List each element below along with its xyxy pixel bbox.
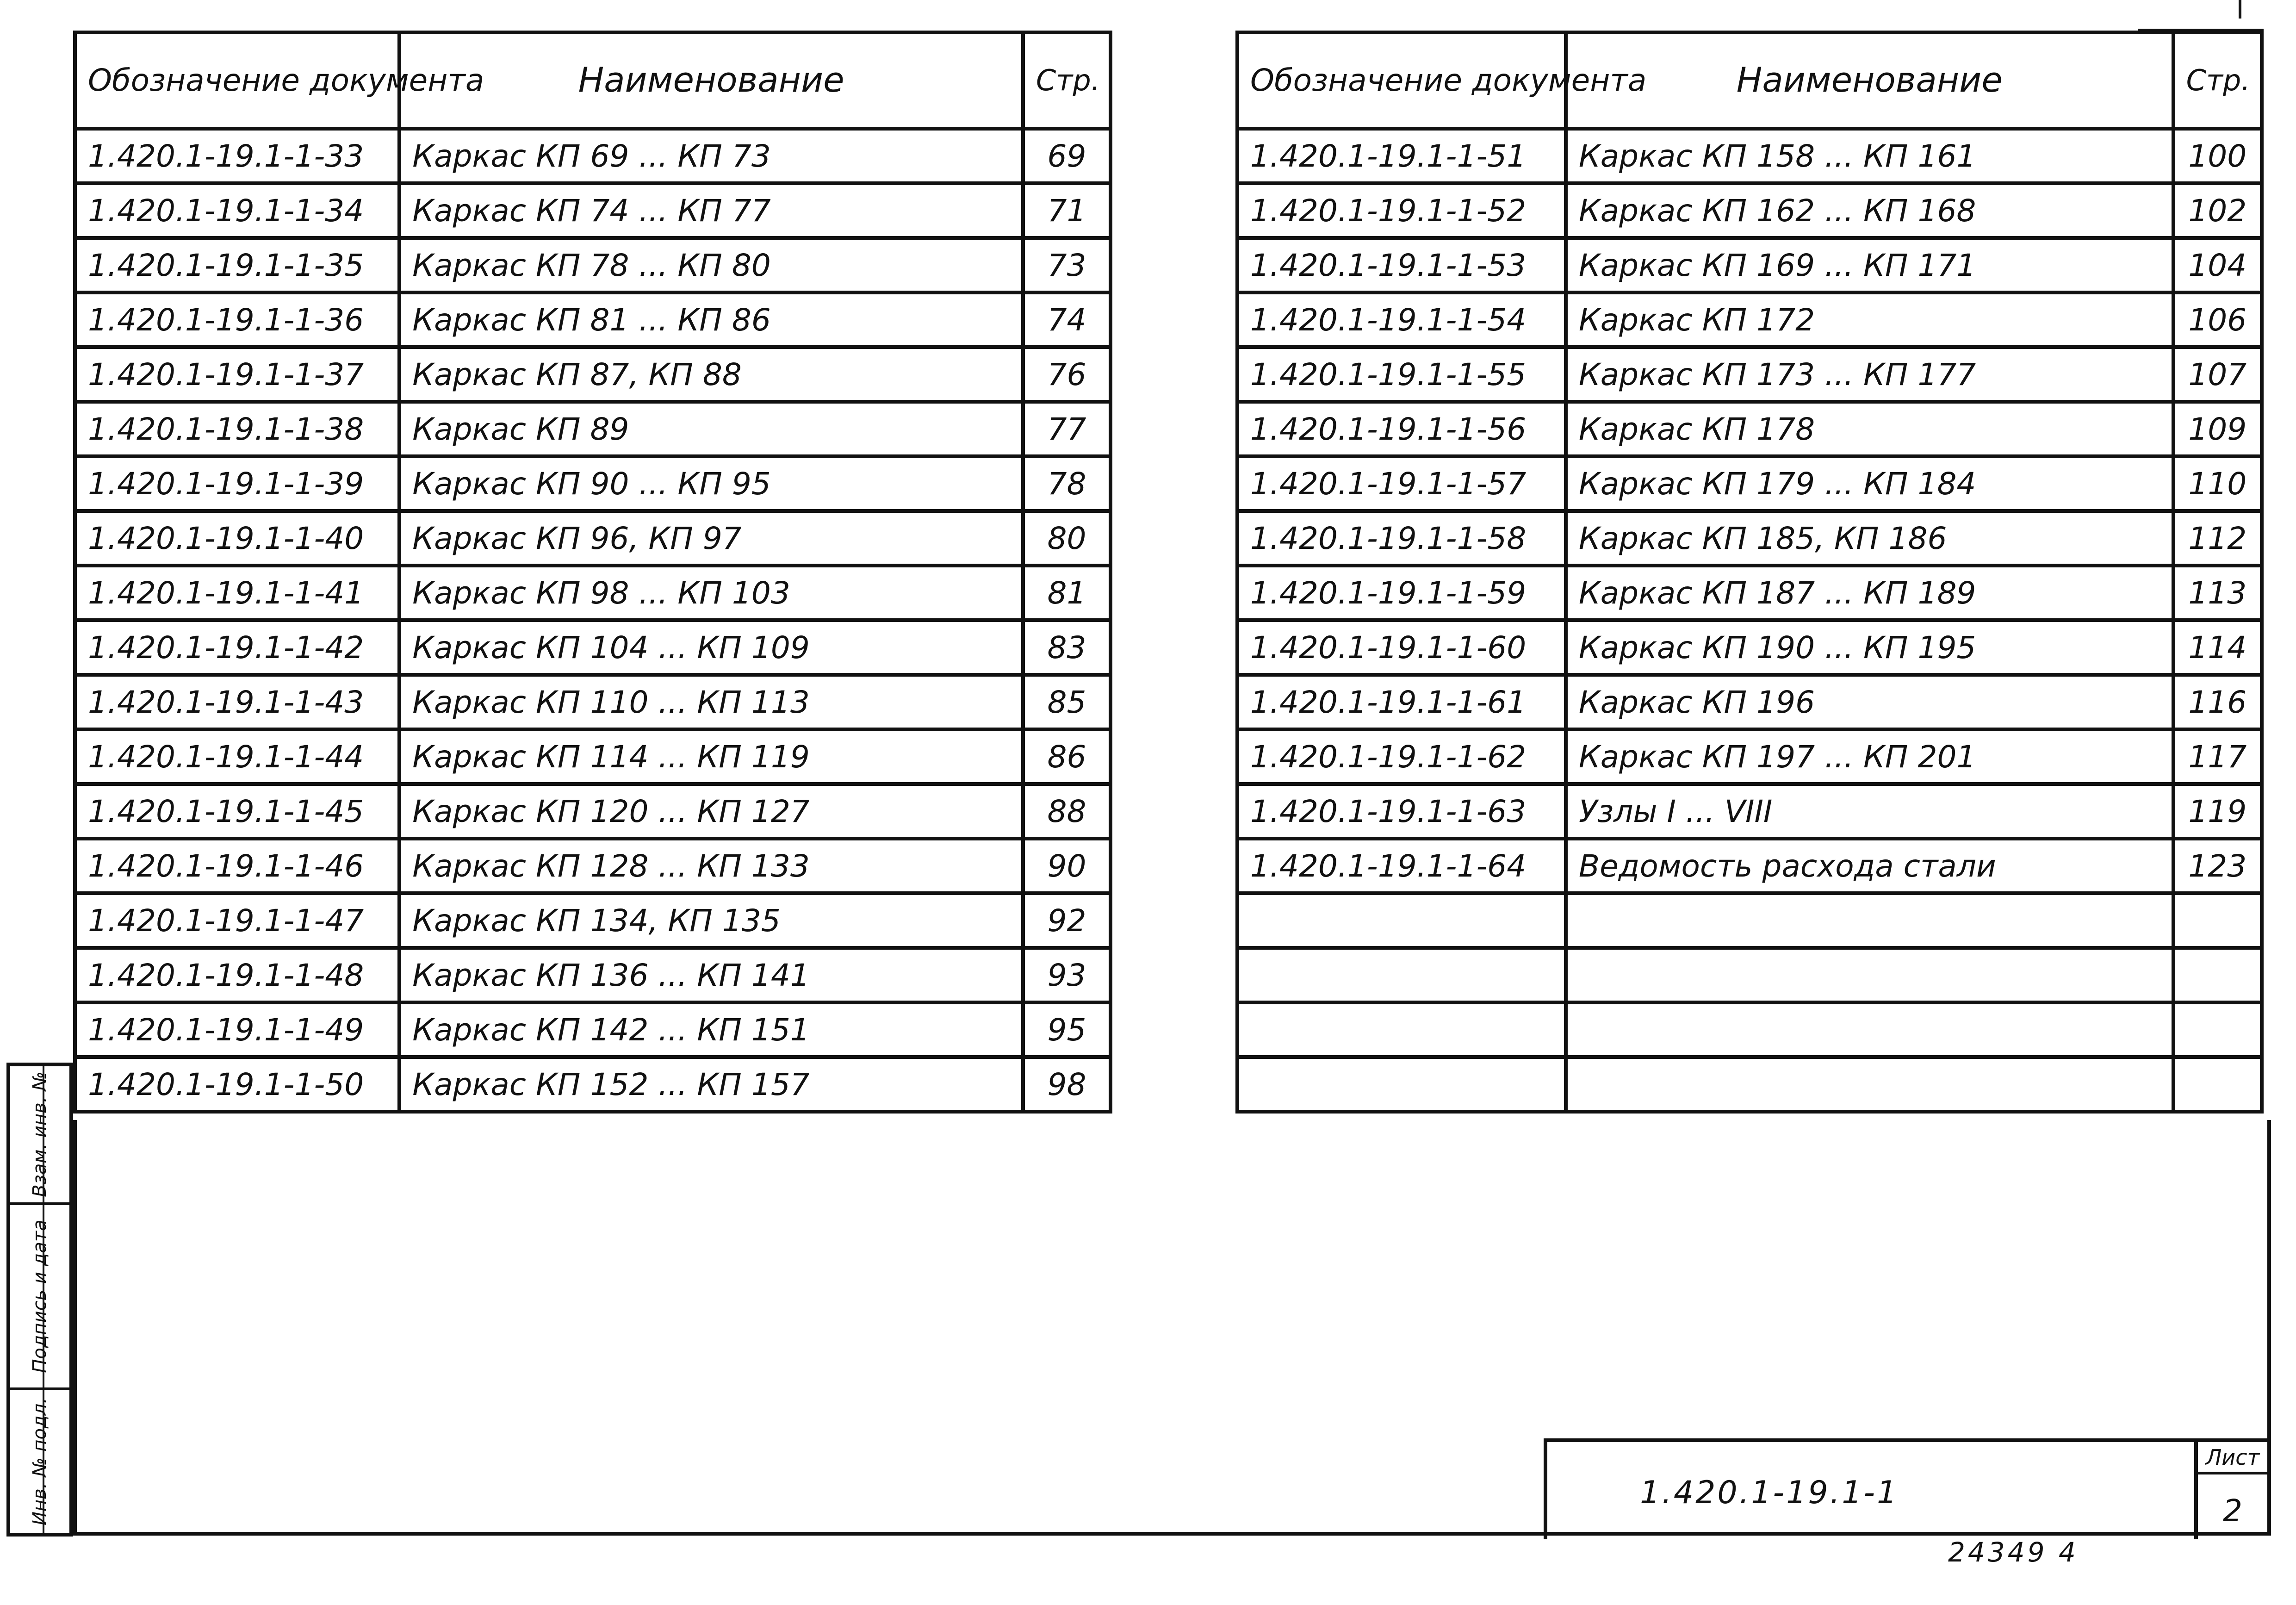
table-row (1237, 784, 2262, 839)
left-register-table (73, 31, 1112, 1114)
name-cell: Ведомость расхода стали (1566, 839, 2173, 893)
table-row (75, 129, 1111, 183)
table-row (1237, 675, 2262, 729)
name-cell: Каркас КП 179 ... КП 184 (1566, 456, 2173, 511)
name-cell: Каркас КП 142 ... КП 151 (399, 1002, 1023, 1057)
page-cell: 74 (1023, 292, 1111, 347)
page-cell: 90 (1023, 839, 1111, 893)
table-row (1237, 402, 2262, 456)
page-cell: 106 (2173, 292, 2262, 347)
doc-cell: 1.420.1-19.1-1-56 (1237, 402, 1566, 456)
table-row (1237, 456, 2262, 511)
page-cell: 73 (1023, 238, 1111, 292)
name-cell: Каркас КП 158 ... КП 161 (1566, 129, 2173, 183)
name-cell: Каркас КП 172 (1566, 292, 2173, 347)
doc-cell: 1.420.1-19.1-1-39 (75, 456, 399, 511)
doc-cell: 1.420.1-19.1-1-40 (75, 511, 399, 566)
doc-cell: 1.420.1-19.1-1-49 (75, 1002, 399, 1057)
table-row (75, 839, 1111, 893)
right-header-page: Стр. (2173, 32, 2262, 129)
left-header-page: Стр. (1023, 32, 1111, 129)
table-row (75, 238, 1111, 292)
table-row (75, 292, 1111, 347)
name-cell: Каркас КП 87, КП 88 (399, 347, 1023, 402)
page-cell (2173, 893, 2262, 948)
table-row (1237, 729, 2262, 784)
table-row (75, 675, 1111, 729)
right-header-doc: Обозначение документа (1237, 32, 1566, 129)
name-cell: Каркас КП 190 ... КП 195 (1566, 620, 2173, 675)
right-register-table (1235, 31, 2264, 1114)
side-stamp-strip (6, 1063, 73, 1537)
footer-archive-number: 24349 4 (1948, 1537, 2079, 1568)
table-row (1237, 620, 2262, 675)
table-row (1237, 347, 2262, 402)
frame-top-edge (2138, 29, 2264, 32)
name-cell: Каркас КП 120 ... КП 127 (399, 784, 1023, 839)
page-cell: 113 (2173, 566, 2262, 620)
doc-cell (1237, 1002, 1566, 1057)
page-cell: 112 (2173, 511, 2262, 566)
page-cell: 81 (1023, 566, 1111, 620)
table-row (75, 1002, 1111, 1057)
name-cell: Каркас КП 78 ... КП 80 (399, 238, 1023, 292)
name-cell: Каркас КП 136 ... КП 141 (399, 948, 1023, 1002)
name-cell: Каркас КП 98 ... КП 103 (399, 566, 1023, 620)
doc-cell: 1.420.1-19.1-1-47 (75, 893, 399, 948)
table-row (1237, 566, 2262, 620)
name-cell: Каркас КП 74 ... КП 77 (399, 183, 1023, 238)
doc-cell: 1.420.1-19.1-1-60 (1237, 620, 1566, 675)
page-cell: 80 (1023, 511, 1111, 566)
page-cell: 95 (1023, 1002, 1111, 1057)
name-cell: Каркас КП 169 ... КП 171 (1566, 238, 2173, 292)
name-cell: Каркас КП 134, КП 135 (399, 893, 1023, 948)
page-cell: 100 (2173, 129, 2262, 183)
name-cell: Каркас КП 96, КП 97 (399, 511, 1023, 566)
page-cell: 93 (1023, 948, 1111, 1002)
page-cell (2173, 1002, 2262, 1057)
page-cell: 86 (1023, 729, 1111, 784)
page-cell: 69 (1023, 129, 1111, 183)
page-cell: 114 (2173, 620, 2262, 675)
page-cell: 117 (2173, 729, 2262, 784)
page-cell: 71 (1023, 183, 1111, 238)
doc-cell: 1.420.1-19.1-1-34 (75, 183, 399, 238)
doc-cell: 1.420.1-19.1-1-37 (75, 347, 399, 402)
page-cell: 77 (1023, 402, 1111, 456)
title-block-stamp (1544, 1438, 2267, 1539)
right-header-row (1237, 32, 2262, 129)
table-row (75, 948, 1111, 1002)
name-cell: Каркас КП 90 ... КП 95 (399, 456, 1023, 511)
name-cell (1566, 948, 2173, 1002)
doc-cell: 1.420.1-19.1-1-33 (75, 129, 399, 183)
table-row (75, 566, 1111, 620)
strip-cell-inventory (10, 1390, 69, 1533)
table-row (1237, 948, 2262, 1002)
left-header-row (75, 32, 1111, 129)
doc-cell: 1.420.1-19.1-1-41 (75, 566, 399, 620)
table-row (75, 183, 1111, 238)
table-row (75, 347, 1111, 402)
table-row (75, 620, 1111, 675)
page-cell: 109 (2173, 402, 2262, 456)
doc-cell: 1.420.1-19.1-1-43 (75, 675, 399, 729)
doc-cell: 1.420.1-19.1-1-52 (1237, 183, 1566, 238)
table-row (1237, 292, 2262, 347)
doc-cell: 1.420.1-19.1-1-61 (1237, 675, 1566, 729)
table-row (75, 784, 1111, 839)
name-cell: Каркас КП 152 ... КП 157 (399, 1057, 1023, 1112)
page-cell: 102 (2173, 183, 2262, 238)
doc-cell: 1.420.1-19.1-1-55 (1237, 347, 1566, 402)
doc-cell: 1.420.1-19.1-1-58 (1237, 511, 1566, 566)
page-cell: 98 (1023, 1057, 1111, 1112)
table-row (1237, 893, 2262, 948)
left-table-body (75, 129, 1111, 1112)
name-cell: Каркас КП 89 (399, 402, 1023, 456)
name-cell: Каркас КП 162 ... КП 168 (1566, 183, 2173, 238)
doc-cell: 1.420.1-19.1-1-53 (1237, 238, 1566, 292)
page-cell: 78 (1023, 456, 1111, 511)
sheet-box (2194, 1442, 2267, 1539)
table-row (75, 511, 1111, 566)
doc-cell (1237, 1057, 1566, 1112)
name-cell: Узлы I ... VIII (1566, 784, 2173, 839)
strip-text-replace: Взам. инв. № (29, 1071, 50, 1197)
page-cell: 110 (2173, 456, 2262, 511)
right-header-name: Наименование (1566, 32, 2173, 129)
doc-cell: 1.420.1-19.1-1-59 (1237, 566, 1566, 620)
doc-cell: 1.420.1-19.1-1-35 (75, 238, 399, 292)
page-cell: 116 (2173, 675, 2262, 729)
strip-text-inventory: Инв. № подл. (29, 1398, 50, 1525)
doc-cell: 1.420.1-19.1-1-48 (75, 948, 399, 1002)
page-cell: 83 (1023, 620, 1111, 675)
name-cell: Каркас КП 69 ... КП 73 (399, 129, 1023, 183)
page-cell: 76 (1023, 347, 1111, 402)
table-row (75, 729, 1111, 784)
name-cell: Каркас КП 185, КП 186 (1566, 511, 2173, 566)
corner-tick-mark (2239, 0, 2241, 19)
sheet-number: 2 (2223, 1493, 2242, 1529)
name-cell: Каркас КП 110 ... КП 113 (399, 675, 1023, 729)
table-row (75, 456, 1111, 511)
page-cell: 123 (2173, 839, 2262, 893)
table-row (1237, 129, 2262, 183)
name-cell: Каркас КП 173 ... КП 177 (1566, 347, 2173, 402)
table-row (75, 1057, 1111, 1112)
table-row (1237, 839, 2262, 893)
doc-cell: 1.420.1-19.1-1-63 (1237, 784, 1566, 839)
left-header-name: Наименование (399, 32, 1023, 129)
name-cell: Каркас КП 104 ... КП 109 (399, 620, 1023, 675)
name-cell (1566, 893, 2173, 948)
doc-cell: 1.420.1-19.1-1-42 (75, 620, 399, 675)
table-row (1237, 238, 2262, 292)
doc-cell: 1.420.1-19.1-1-44 (75, 729, 399, 784)
page-cell: 92 (1023, 893, 1111, 948)
table-row (1237, 183, 2262, 238)
page-cell (2173, 948, 2262, 1002)
name-cell: Каркас КП 178 (1566, 402, 2173, 456)
right-table-body (1237, 129, 2262, 1112)
doc-cell: 1.420.1-19.1-1-45 (75, 784, 399, 839)
table-row (75, 402, 1111, 456)
page-cell: 119 (2173, 784, 2262, 839)
document-code: 1.420.1-19.1-1 (1640, 1474, 1899, 1511)
page-cell: 104 (2173, 238, 2262, 292)
doc-cell: 1.420.1-19.1-1-51 (1237, 129, 1566, 183)
sheet-label: Лист (2198, 1445, 2267, 1474)
name-cell (1566, 1002, 2173, 1057)
doc-cell: 1.420.1-19.1-1-62 (1237, 729, 1566, 784)
doc-cell (1237, 948, 1566, 1002)
strip-cell-signature (10, 1205, 69, 1390)
table-row (1237, 1057, 2262, 1112)
name-cell: Каркас КП 197 ... КП 201 (1566, 729, 2173, 784)
page-cell (2173, 1057, 2262, 1112)
doc-cell: 1.420.1-19.1-1-38 (75, 402, 399, 456)
doc-cell (1237, 893, 1566, 948)
table-row (1237, 1002, 2262, 1057)
name-cell: Каркас КП 114 ... КП 119 (399, 729, 1023, 784)
name-cell (1566, 1057, 2173, 1112)
doc-cell: 1.420.1-19.1-1-50 (75, 1057, 399, 1112)
doc-cell: 1.420.1-19.1-1-57 (1237, 456, 1566, 511)
strip-cell-replace (10, 1066, 69, 1205)
name-cell: Каркас КП 187 ... КП 189 (1566, 566, 2173, 620)
name-cell: Каркас КП 128 ... КП 133 (399, 839, 1023, 893)
table-row (1237, 511, 2262, 566)
doc-cell: 1.420.1-19.1-1-46 (75, 839, 399, 893)
name-cell: Каркас КП 81 ... КП 86 (399, 292, 1023, 347)
table-row (75, 893, 1111, 948)
doc-cell: 1.420.1-19.1-1-36 (75, 292, 399, 347)
page-cell: 88 (1023, 784, 1111, 839)
page-cell: 107 (2173, 347, 2262, 402)
left-header-doc: Обозначение документа (75, 32, 399, 129)
strip-text-signature: Подпись и дата (29, 1219, 50, 1373)
name-cell: Каркас КП 196 (1566, 675, 2173, 729)
doc-cell: 1.420.1-19.1-1-64 (1237, 839, 1566, 893)
doc-cell: 1.420.1-19.1-1-54 (1237, 292, 1566, 347)
page-cell: 85 (1023, 675, 1111, 729)
